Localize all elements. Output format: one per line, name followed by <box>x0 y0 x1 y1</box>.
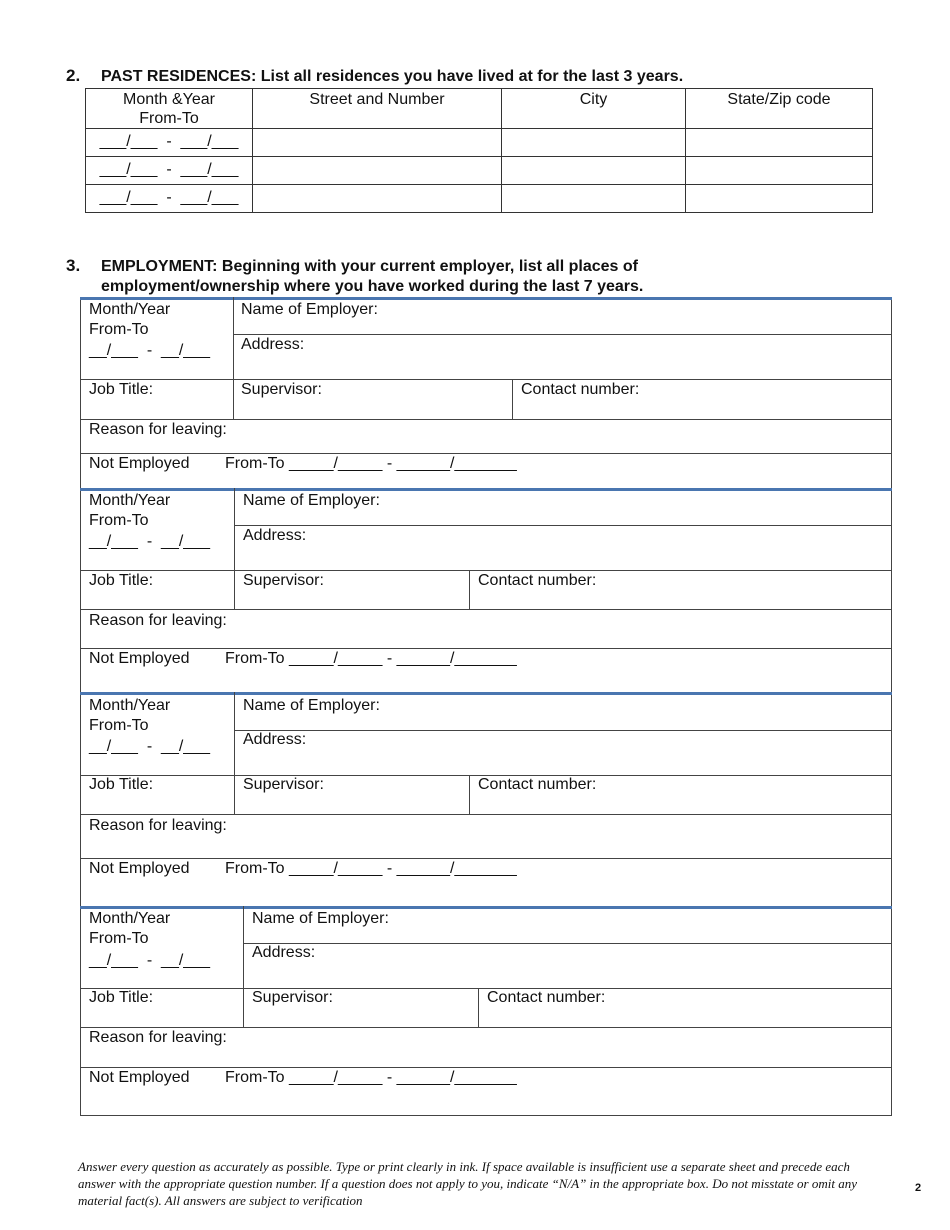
reason-for-leaving-field[interactable]: Reason for leaving: <box>89 817 227 834</box>
contact-number-field[interactable]: Contact number: <box>487 989 606 1006</box>
month-year-label: Month/Year <box>89 697 171 714</box>
residences-table <box>85 88 873 213</box>
residence-city-field[interactable] <box>502 129 686 157</box>
contact-number-field[interactable]: Contact number: <box>478 572 597 589</box>
supervisor-field[interactable]: Supervisor: <box>243 776 324 793</box>
residence-row[interactable] <box>86 185 873 213</box>
residence-row[interactable] <box>86 129 873 157</box>
residences-header-row <box>86 89 873 129</box>
employment-block <box>80 906 892 1116</box>
block-divider <box>80 488 892 491</box>
residence-street-field[interactable] <box>253 185 502 213</box>
residence-date-field[interactable]: ___/___ - ___/___ <box>86 129 253 157</box>
footer-instructions: Answer every question as accurately as possible. Type or print clearly in ink. If space available is insufficient use a separate sheet and precede each answer with the appropriate question number. If a question does not apply to you, indicate “N/A” in the appropriate box. Do not misstate or omit any material fact(s). All answers are subject to verification <box>78 1159 857 1208</box>
supervisor-field[interactable]: Supervisor: <box>252 989 333 1006</box>
block-divider <box>80 297 892 300</box>
employment-date-field[interactable]: __/___ - __/___ <box>89 952 210 969</box>
not-employed-range-field[interactable]: From-To _____/_____ - ______/_______ <box>225 860 517 877</box>
header-month-year: Month &Year From-To <box>86 89 253 129</box>
name-of-employer-field[interactable]: Name of Employer: <box>241 301 378 318</box>
residence-state-zip-field[interactable] <box>686 157 873 185</box>
residence-city-field[interactable] <box>502 157 686 185</box>
name-of-employer-field[interactable]: Name of Employer: <box>243 492 380 509</box>
employment-title-line1: EMPLOYMENT: Beginning with your current employer, list all places of <box>101 258 638 275</box>
residence-state-zip-field[interactable] <box>686 129 873 157</box>
month-year-label: Month/Year <box>89 301 171 318</box>
employment-date-field[interactable]: __/___ - __/___ <box>89 738 210 755</box>
section-number-employment: 3. <box>66 256 81 275</box>
address-field[interactable]: Address: <box>241 336 305 353</box>
employment-block <box>80 297 892 489</box>
supervisor-field[interactable]: Supervisor: <box>241 381 322 398</box>
from-to-label: From-To <box>89 930 149 947</box>
job-title-field[interactable]: Job Title: <box>89 989 154 1006</box>
month-year-label: Month/Year <box>89 492 171 509</box>
from-to-label: From-To <box>89 321 149 338</box>
residence-date-field[interactable]: ___/___ - ___/___ <box>86 157 253 185</box>
name-of-employer-field[interactable]: Name of Employer: <box>243 697 380 714</box>
section-number-residences: 2. <box>66 66 81 85</box>
residences-title: PAST RESIDENCES: List all residences you have lived at for the last 3 years. <box>101 68 684 85</box>
from-to-label: From-To <box>89 512 149 529</box>
page-number: 2 <box>915 1182 922 1194</box>
contact-number-field[interactable]: Contact number: <box>521 381 640 398</box>
employment-title-line2: employment/ownership where you have worked during the last 7 years. <box>101 278 644 295</box>
employment-date-field[interactable]: __/___ - __/___ <box>89 533 210 550</box>
job-title-field[interactable]: Job Title: <box>89 381 154 398</box>
employment-block <box>80 488 892 694</box>
address-field[interactable]: Address: <box>252 944 316 961</box>
reason-for-leaving-field[interactable]: Reason for leaving: <box>89 612 227 629</box>
not-employed-label: Not Employed <box>89 650 190 667</box>
employment-block <box>80 692 892 907</box>
from-to-label: From-To <box>89 717 149 734</box>
header-city: City <box>502 89 686 129</box>
contact-number-field[interactable]: Contact number: <box>478 776 597 793</box>
header-street: Street and Number <box>253 89 502 129</box>
address-field[interactable]: Address: <box>243 731 307 748</box>
block-divider <box>80 906 892 909</box>
header-state-zip: State/Zip code <box>686 89 873 129</box>
not-employed-range-field[interactable]: From-To _____/_____ - ______/_______ <box>225 650 517 667</box>
address-field[interactable]: Address: <box>243 527 307 544</box>
month-year-label: Month/Year <box>89 910 171 927</box>
name-of-employer-field[interactable]: Name of Employer: <box>252 910 389 927</box>
not-employed-range-field[interactable]: From-To _____/_____ - ______/_______ <box>225 455 517 472</box>
block-divider <box>80 692 892 695</box>
residence-city-field[interactable] <box>502 185 686 213</box>
reason-for-leaving-field[interactable]: Reason for leaving: <box>89 1029 227 1046</box>
residence-row[interactable] <box>86 157 873 185</box>
residence-state-zip-field[interactable] <box>686 185 873 213</box>
residence-date-field[interactable]: ___/___ - ___/___ <box>86 185 253 213</box>
not-employed-label: Not Employed <box>89 1069 190 1086</box>
job-title-field[interactable]: Job Title: <box>89 572 154 589</box>
reason-for-leaving-field[interactable]: Reason for leaving: <box>89 421 227 438</box>
employment-date-field[interactable]: __/___ - __/___ <box>89 342 210 359</box>
not-employed-label: Not Employed <box>89 455 190 472</box>
residence-street-field[interactable] <box>253 157 502 185</box>
job-title-field[interactable]: Job Title: <box>89 776 154 793</box>
supervisor-field[interactable]: Supervisor: <box>243 572 324 589</box>
not-employed-label: Not Employed <box>89 860 190 877</box>
not-employed-range-field[interactable]: From-To _____/_____ - ______/_______ <box>225 1069 517 1086</box>
residence-street-field[interactable] <box>253 129 502 157</box>
